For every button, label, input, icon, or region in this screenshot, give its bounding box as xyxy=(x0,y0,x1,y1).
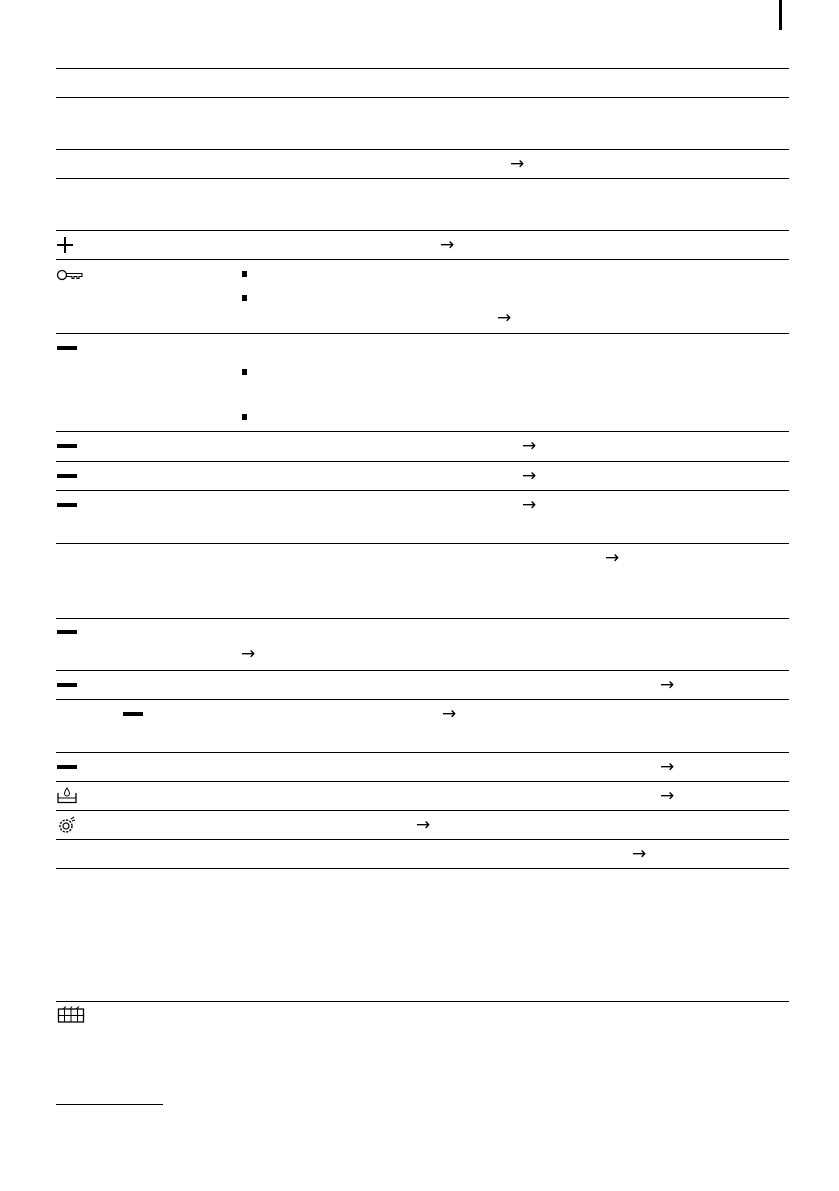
right-arrow: → xyxy=(241,644,256,664)
table-row xyxy=(56,782,789,811)
table-row xyxy=(56,753,789,782)
minus-bar-icon xyxy=(57,444,77,448)
table-row xyxy=(56,840,789,869)
table-row xyxy=(56,69,789,98)
table-row xyxy=(56,811,789,840)
troubleshooting-table xyxy=(56,68,789,1050)
table-row xyxy=(56,462,789,491)
minus-bar-icon xyxy=(57,765,77,769)
table-row xyxy=(56,150,789,179)
key-icon xyxy=(56,268,84,282)
minus-bar-icon xyxy=(57,683,77,687)
right-arrow: → xyxy=(416,815,431,835)
table-row xyxy=(56,619,789,671)
minus-bar-icon xyxy=(57,630,77,634)
right-arrow: → xyxy=(632,844,647,864)
footnote-separator xyxy=(56,1104,163,1105)
table-row xyxy=(56,432,789,462)
square-bullet xyxy=(242,271,247,277)
right-arrow: → xyxy=(522,495,537,515)
table-row xyxy=(56,179,789,231)
right-arrow: → xyxy=(440,235,455,255)
right-arrow: → xyxy=(522,436,537,456)
right-arrow: → xyxy=(442,704,457,724)
table-row xyxy=(56,869,789,1002)
minus-bar-icon xyxy=(123,712,143,716)
right-arrow: → xyxy=(660,757,675,777)
grill-grid-icon xyxy=(57,1006,85,1024)
square-bullet xyxy=(242,369,247,375)
page-edge-marker xyxy=(779,0,782,30)
right-arrow: → xyxy=(497,308,512,328)
table-row xyxy=(56,334,789,432)
square-bullet xyxy=(242,295,247,301)
table-row xyxy=(56,98,789,150)
minus-bar-icon xyxy=(57,474,77,478)
table-row xyxy=(56,1002,789,1050)
table-row xyxy=(56,700,789,753)
square-bullet xyxy=(242,414,247,420)
water-tank-icon xyxy=(57,787,77,804)
table-row xyxy=(56,231,789,260)
gear-icon xyxy=(57,816,77,834)
right-arrow: → xyxy=(522,466,537,486)
minus-bar-icon xyxy=(57,346,77,350)
table-row xyxy=(56,260,789,334)
table-row xyxy=(56,491,789,544)
right-arrow: → xyxy=(660,786,675,806)
right-arrow: → xyxy=(605,548,620,568)
minus-bar-icon xyxy=(57,503,77,507)
table-row xyxy=(56,671,789,700)
table-row xyxy=(56,544,789,619)
right-arrow: → xyxy=(660,675,675,695)
plus-icon xyxy=(57,237,73,253)
right-arrow: → xyxy=(510,154,525,174)
